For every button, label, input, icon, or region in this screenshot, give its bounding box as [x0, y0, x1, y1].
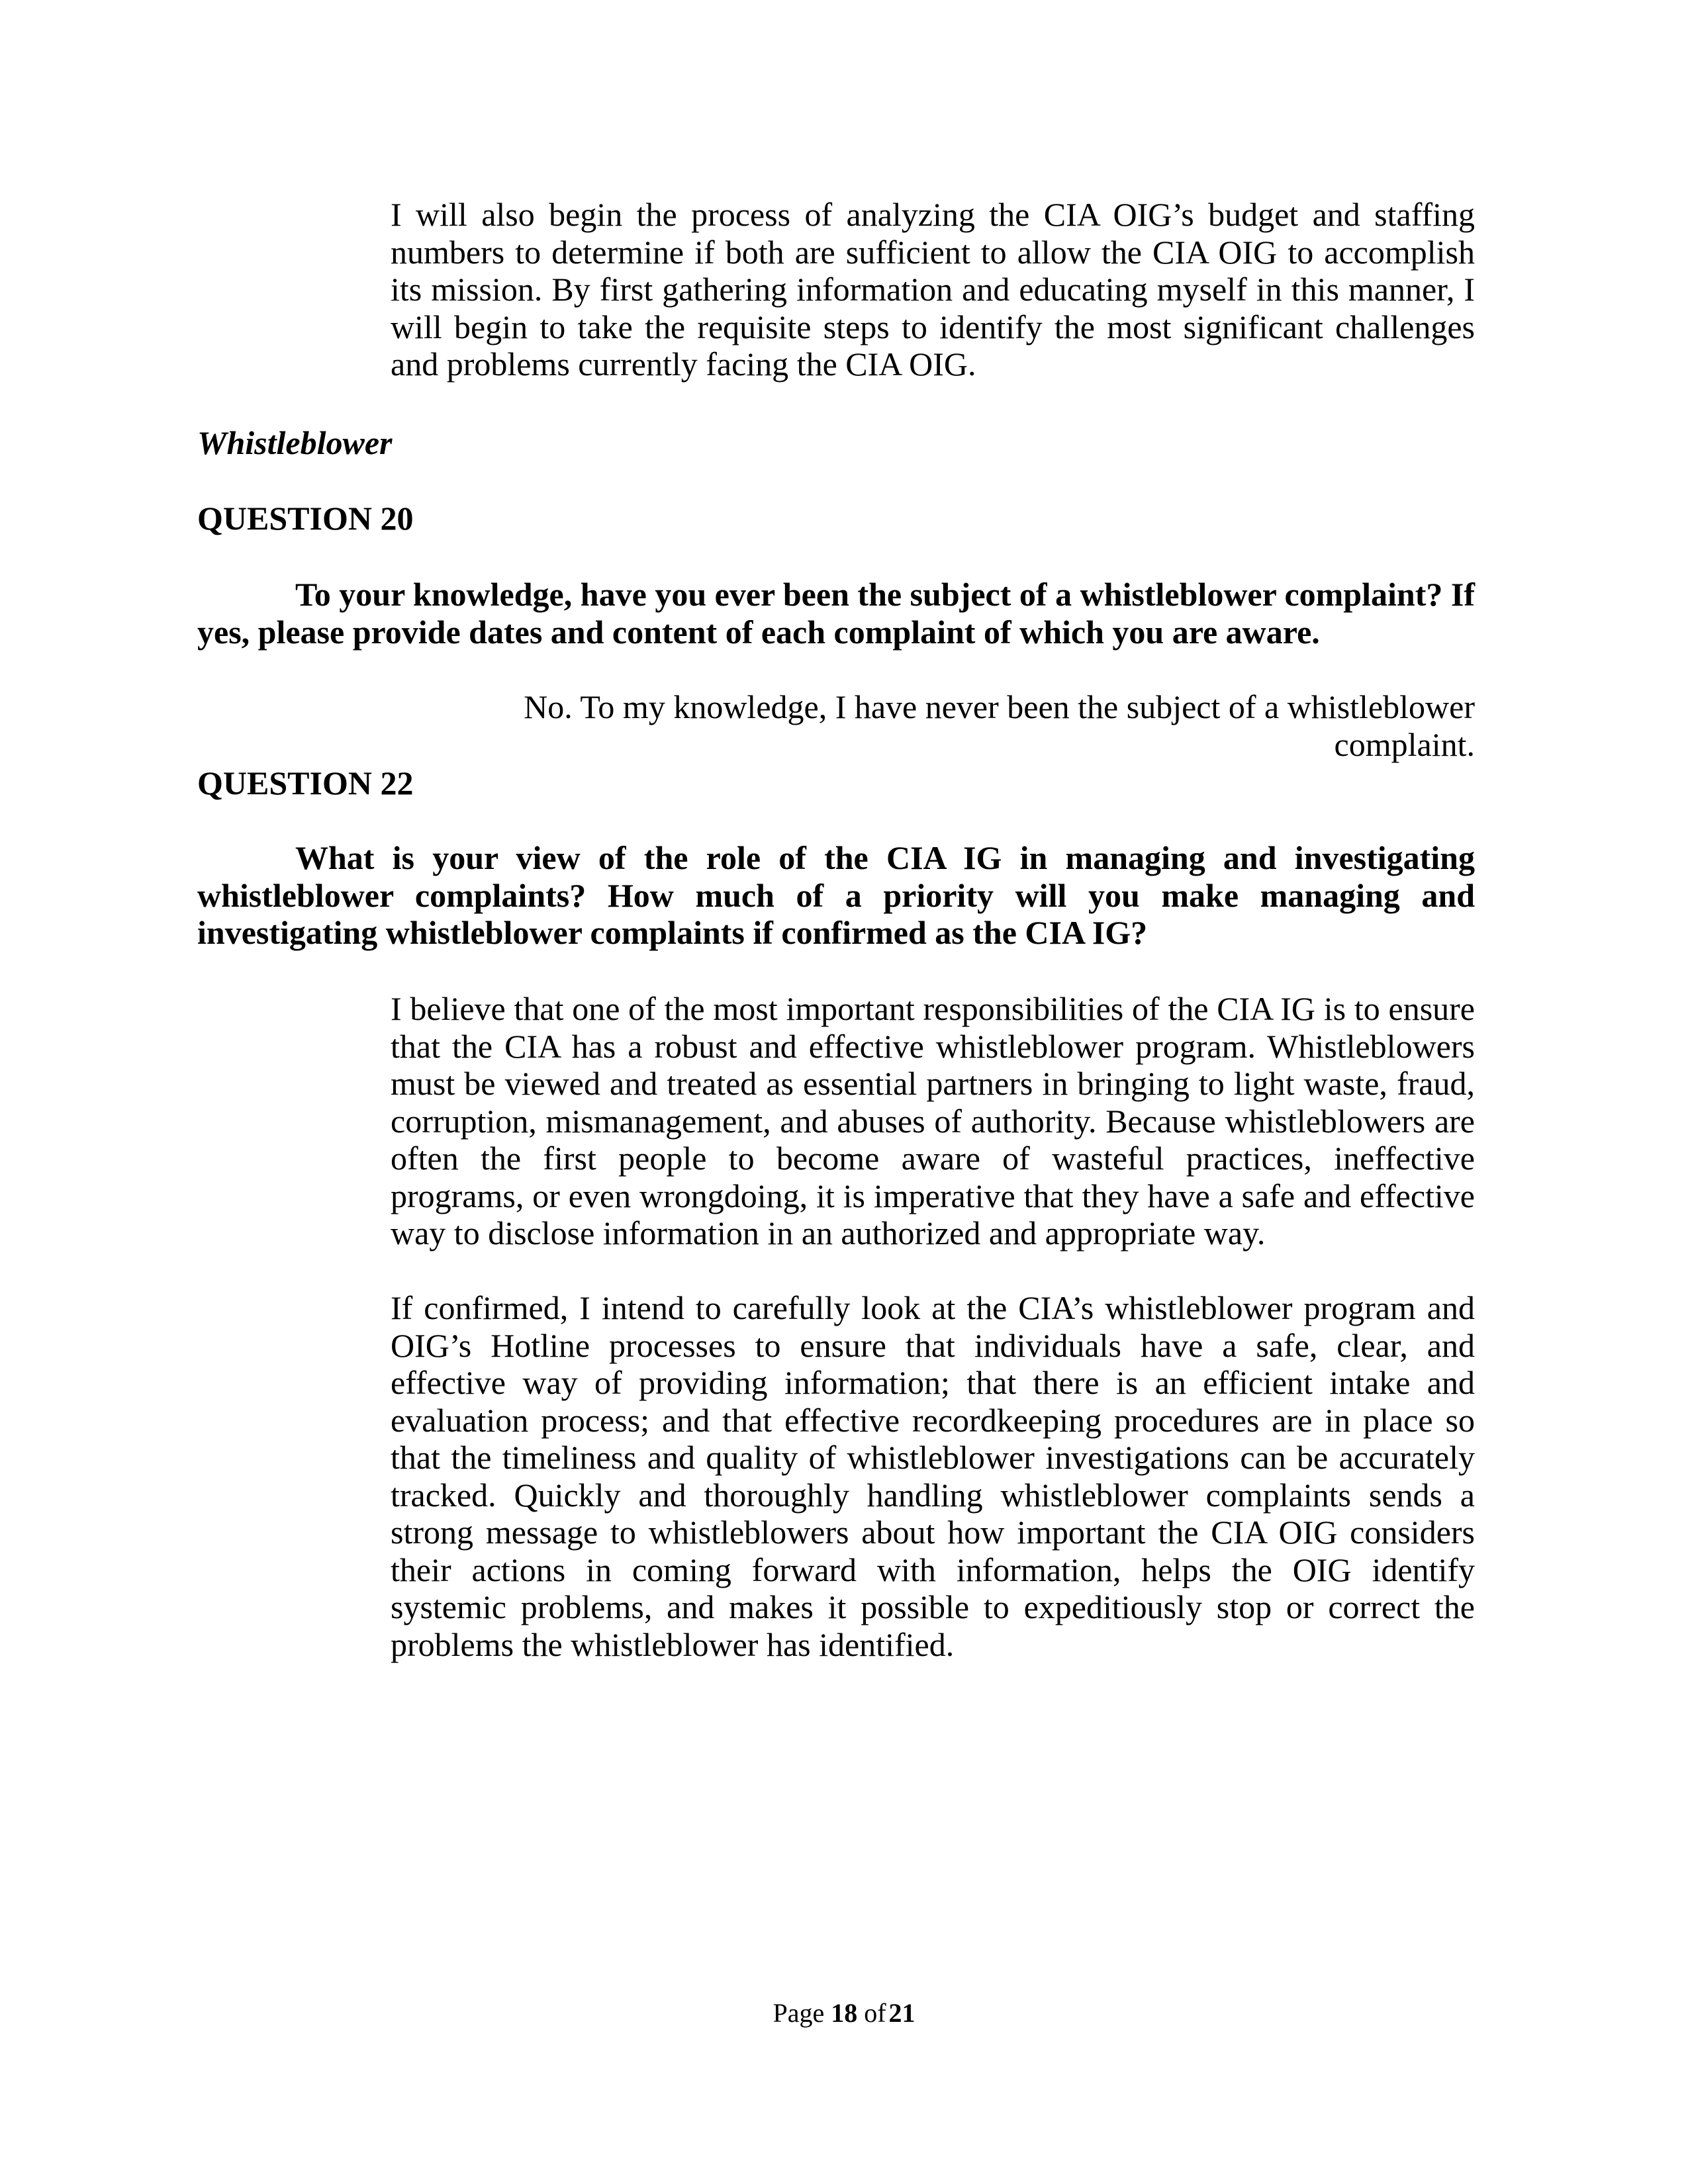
question-20-label: QUESTION 20 [197, 500, 414, 537]
question-20-text: To your knowledge, have you ever been the subject of a whistleblower complaint? If yes, please provide dates and content of each complaint of which you are aware. [197, 576, 1475, 651]
question-22-answer-2: If confirmed, I intend to carefully look at the CIA’s whistleblower program and OIG’s Hotline processes to ensure that individuals have a safe, clear, and effective way of providing information; that there is an efficient intake and evaluation process; and that effective recordkeeping procedures are in place so that the timeliness and quality of whistleblower investigations can be accurately tracked. Quickly and thoroughly handling whistleblower complaints sends a strong message to whistleblowers about how important the CIA OIG considers their actions in coming forward with information, helps the OIG identify systemic problems, and makes it possible to expeditiously stop or correct the problems the whistleblower has identified. [391, 1289, 1475, 1663]
total-pages-number: 21 [888, 1998, 915, 2028]
page-prefix: Page [773, 1998, 825, 2028]
question-22-answer-1: I believe that one of the most important responsibilities of the CIA IG is to ensure that the CIA has a robust and effective whistleblower program. Whistleblowers must be viewed and treated as essential partners in bringing to light waste, fraud, corruption, mismanagement, and abuses of authority. Because whistleblowers are often the first people to become aware of wasteful practices, ineffective programs, or even wrongdoing, it is imperative that they have a safe and effective way to disclose information in an authorized and appropriate way. [391, 990, 1475, 1251]
question-22-text: What is your view of the role of the CIA IG in managing and investigating whistleblower complaints? How much of a priority will you make managing and investigating whistleblower complaints if confirmed as the CIA IG? [197, 839, 1475, 951]
of-label: of [864, 1998, 886, 2028]
question-20-answer: No. To my knowledge, I have never been the subject of a whistleblower complaint. [524, 688, 1475, 763]
page-footer [0, 1997, 1688, 2028]
continuation-paragraph: I will also begin the process of analyzing the CIA OIG’s budget and staffing numbers to determine if both are sufficient to allow the CIA OIG to accomplish its mission. By first gathering information and educating myself in this manner, I will begin to take the requisite steps to identify the most significant challenges and problems currently facing the CIA OIG. [391, 196, 1475, 383]
current-page-number: 18 [831, 1998, 858, 2028]
section-heading: Whistleblower [197, 424, 393, 461]
question-22-label: QUESTION 22 [197, 764, 414, 801]
